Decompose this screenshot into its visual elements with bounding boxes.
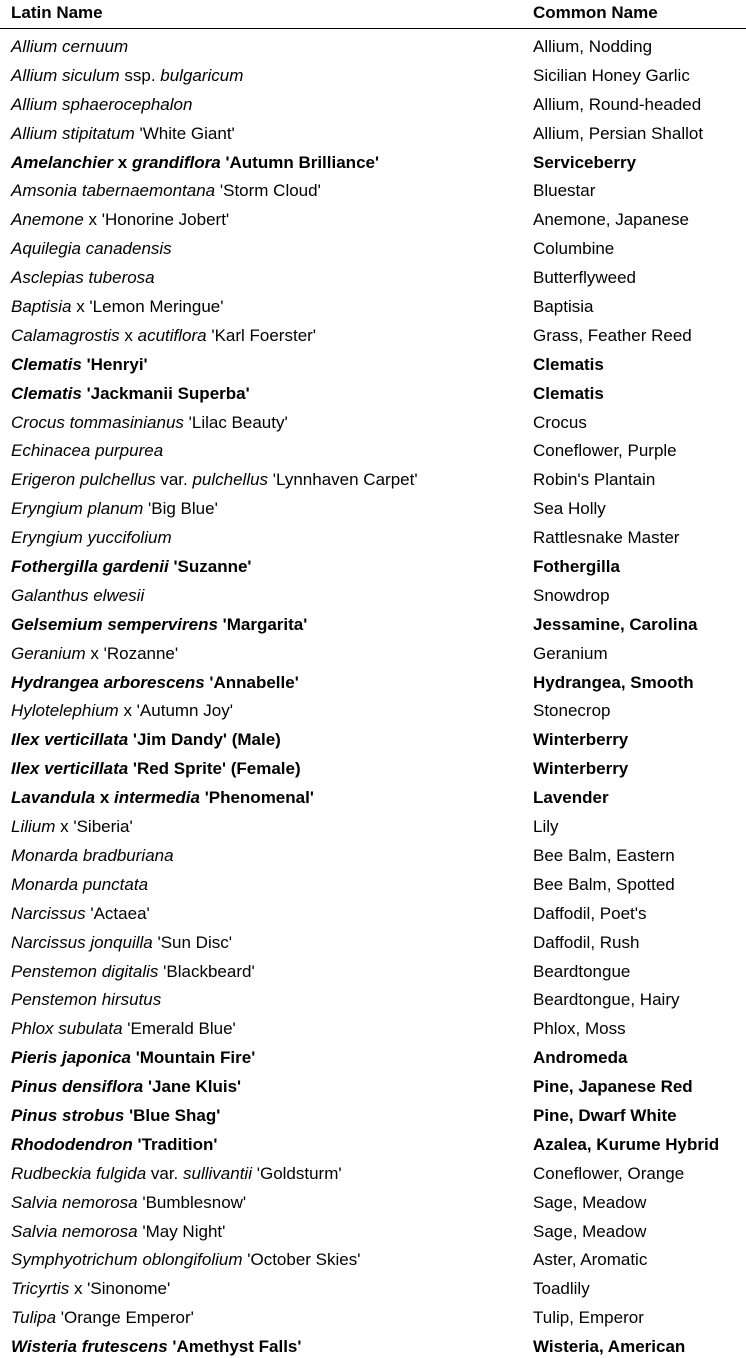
latin-plain-part: 'Amethyst Falls' xyxy=(167,1337,302,1357)
common-name-cell: Snowdrop xyxy=(533,585,610,605)
table-row xyxy=(0,693,746,722)
latin-plain-part: x 'Autumn Joy' xyxy=(118,701,233,721)
latin-name-cell xyxy=(11,153,379,173)
common-name-cell: Daffodil, Rush xyxy=(533,932,640,952)
latin-name-cell xyxy=(11,413,288,433)
table-row xyxy=(0,780,746,809)
common-name-cell: Columbine xyxy=(533,239,615,259)
common-name-cell: Toadlily xyxy=(533,1279,590,1299)
latin-name-cell xyxy=(11,759,301,779)
latin-italic-part: Pieris japonica xyxy=(11,1048,131,1068)
latin-italic-part: Hydrangea arborescens xyxy=(11,672,205,692)
latin-name-cell xyxy=(11,37,128,57)
common-name-cell: Lavender xyxy=(533,788,609,808)
latin-italic-part: Lilium xyxy=(11,817,56,837)
common-name-cell: Stonecrop xyxy=(533,701,611,721)
common-name-cell: Crocus xyxy=(533,412,587,432)
latin-plain-part: 'Blackbeard' xyxy=(158,961,255,981)
common-name-cell: Sage, Meadow xyxy=(533,1192,647,1212)
table-row xyxy=(0,433,746,462)
header-latin-name: Latin Name xyxy=(11,3,103,22)
latin-plain-part: 'Big Blue' xyxy=(143,499,218,519)
latin-name-cell xyxy=(11,1019,236,1039)
common-name-cell: Butterflyweed xyxy=(533,268,636,288)
latin-name-cell xyxy=(11,1250,360,1270)
latin-name-cell xyxy=(11,441,163,461)
latin-italic-part: Symphyotrichum oblongifolium xyxy=(11,1250,243,1270)
table-row xyxy=(0,1214,746,1243)
common-name-cell: Winterberry xyxy=(533,759,629,779)
latin-name-cell xyxy=(11,95,192,115)
table-row xyxy=(0,665,746,694)
table-row xyxy=(0,1069,746,1098)
latin-plain-part: 'Red Sprite' (Female) xyxy=(128,759,301,779)
table-row xyxy=(0,578,746,607)
latin-name-cell xyxy=(11,268,155,288)
latin-name-cell xyxy=(11,1048,255,1068)
common-name-cell: Fothergilla xyxy=(533,557,620,577)
latin-plain-part: 'Phenomenal' xyxy=(199,788,314,808)
table-row xyxy=(0,1011,746,1040)
latin-plain-part: x xyxy=(113,152,132,172)
table-row xyxy=(0,202,746,231)
table-header xyxy=(0,0,746,29)
table-row xyxy=(0,1156,746,1185)
common-name-cell: Coneflower, Purple xyxy=(533,441,677,461)
latin-plain-part: x 'Siberia' xyxy=(55,817,133,837)
table-row xyxy=(0,462,746,491)
latin-name-cell xyxy=(11,846,174,866)
latin-plain-part: 'Jackmanii Superba' xyxy=(81,383,250,403)
table-row xyxy=(0,809,746,838)
table-body xyxy=(0,29,746,1358)
latin-name-cell xyxy=(11,499,218,519)
latin-name-cell xyxy=(11,875,148,895)
latin-name-cell xyxy=(11,297,224,317)
latin-plain-part: x 'Rozanne' xyxy=(85,643,179,663)
latin-italic-part: Salvia nemorosa xyxy=(11,1221,138,1241)
latin-name-cell xyxy=(11,701,233,721)
latin-italic-part: Phlox subulata xyxy=(11,1019,123,1039)
common-name-cell: Winterberry xyxy=(533,730,629,750)
common-name-cell: Tulip, Emperor xyxy=(533,1308,644,1328)
common-name-cell: Bluestar xyxy=(533,181,596,201)
table-row xyxy=(0,87,746,116)
latin-plain-part: 'Blue Shag' xyxy=(124,1105,221,1125)
latin-name-cell xyxy=(11,470,418,490)
latin-italic-part: Monarda punctata xyxy=(11,874,149,894)
latin-italic-part: Echinacea purpurea xyxy=(11,441,164,461)
latin-italic-part: Rhododendron xyxy=(11,1134,133,1154)
latin-italic-part: Allium stipitatum xyxy=(11,123,135,143)
latin-italic-part: Allium siculum xyxy=(11,65,120,85)
table-row xyxy=(0,173,746,202)
latin-name-cell xyxy=(11,586,144,606)
latin-italic-part: Amelanchier xyxy=(11,152,114,172)
common-name-cell: Robin's Plantain xyxy=(533,470,656,490)
latin-italic-part: Tricyrtis xyxy=(11,1279,70,1299)
latin-italic-part: Erigeron pulchellus xyxy=(11,470,156,490)
latin-name-cell xyxy=(11,644,178,664)
common-name-cell: Pine, Dwarf White xyxy=(533,1105,677,1125)
common-name-cell: Bee Balm, Eastern xyxy=(533,845,675,865)
table-row xyxy=(0,607,746,636)
latin-name-cell xyxy=(11,181,321,201)
table-row xyxy=(0,1040,746,1069)
latin-plain-part: 'Jim Dandy' (Male) xyxy=(128,730,281,750)
table-row xyxy=(0,231,746,260)
latin-plain-part: 'Emerald Blue' xyxy=(122,1019,236,1039)
common-name-cell: Coneflower, Orange xyxy=(533,1163,685,1183)
latin-name-cell xyxy=(11,210,229,230)
common-name-cell: Pine, Japanese Red xyxy=(533,1077,693,1097)
latin-italic-part: Aquilegia canadensis xyxy=(11,239,172,259)
latin-plain-part: ssp. xyxy=(119,65,161,85)
latin-plain-part: x xyxy=(119,325,138,345)
latin-italic-part: pulchellus xyxy=(192,470,269,490)
latin-plain-part: 'Sun Disc' xyxy=(152,932,232,952)
latin-plain-part: 'Actaea' xyxy=(85,903,150,923)
latin-name-cell xyxy=(11,904,150,924)
latin-name-cell xyxy=(11,557,251,577)
table-row xyxy=(0,1098,746,1127)
latin-italic-part: Gelsemium sempervirens xyxy=(11,614,218,634)
common-name-cell: Wisteria, American xyxy=(533,1337,686,1357)
latin-italic-part: Eryngium yuccifolium xyxy=(11,528,172,548)
latin-name-cell xyxy=(11,1193,246,1213)
latin-italic-part: Pinus strobus xyxy=(11,1105,125,1125)
common-name-cell: Allium, Persian Shallot xyxy=(533,123,704,143)
latin-plain-part: 'Karl Foerster' xyxy=(206,325,317,345)
latin-name-cell xyxy=(11,673,299,693)
common-name-cell: Jessamine, Carolina xyxy=(533,614,698,634)
latin-italic-part: Asclepias tuberosa xyxy=(11,268,155,288)
latin-plain-part: x xyxy=(95,788,114,808)
latin-italic-part: Narcissus jonquilla xyxy=(11,932,153,952)
latin-italic-part: Eryngium planum xyxy=(11,499,144,519)
table-row xyxy=(0,838,746,867)
table-row xyxy=(0,58,746,87)
table-row xyxy=(0,29,746,58)
table-row xyxy=(0,1271,746,1300)
latin-italic-part: Tulipa xyxy=(11,1308,57,1328)
table-row xyxy=(0,896,746,925)
latin-plain-part: 'October Skies' xyxy=(242,1250,361,1270)
common-name-cell: Bee Balm, Spotted xyxy=(533,874,675,894)
latin-plain-part: 'Jane Kluis' xyxy=(143,1077,242,1097)
latin-italic-part: Pinus densiflora xyxy=(11,1077,144,1097)
table-row xyxy=(0,1127,746,1156)
latin-name-cell xyxy=(11,1337,301,1357)
latin-name-cell xyxy=(11,817,133,837)
table-row xyxy=(0,405,746,434)
common-name-cell: Phlox, Moss xyxy=(533,1019,626,1039)
latin-italic-part: Calamagrostis xyxy=(11,325,120,345)
latin-plain-part: 'Tradition' xyxy=(132,1134,218,1154)
latin-plain-part: 'Annabelle' xyxy=(204,672,299,692)
latin-plain-part: x 'Sinonome' xyxy=(69,1279,171,1299)
table-row xyxy=(0,289,746,318)
latin-italic-part: Monarda bradburiana xyxy=(11,845,174,865)
table-row xyxy=(0,145,746,174)
table-row xyxy=(0,722,746,751)
table-row xyxy=(0,491,746,520)
latin-plain-part: 'Margarita' xyxy=(217,614,308,634)
latin-plain-part: 'Lilac Beauty' xyxy=(183,412,288,432)
latin-name-cell xyxy=(11,730,281,750)
latin-italic-part: Lavandula xyxy=(11,788,96,808)
common-name-cell: Allium, Round-headed xyxy=(533,94,702,114)
latin-plain-part: 'Henryi' xyxy=(81,354,148,374)
latin-italic-part: Galanthus elwesii xyxy=(11,585,145,605)
latin-italic-part: Amsonia tabernaemontana xyxy=(11,181,216,201)
common-name-cell: Sage, Meadow xyxy=(533,1221,647,1241)
latin-italic-part: Penstemon digitalis xyxy=(11,961,159,981)
latin-plain-part: 'Goldsturm' xyxy=(252,1163,342,1183)
latin-italic-part: Rudbeckia fulgida xyxy=(11,1163,147,1183)
latin-name-cell xyxy=(11,615,307,635)
common-name-cell: Daffodil, Poet's xyxy=(533,903,647,923)
latin-italic-part: Anemone xyxy=(11,210,84,230)
latin-italic-part: Allium sphaerocephalon xyxy=(11,94,193,114)
table-row xyxy=(0,116,746,145)
latin-italic-part: Penstemon hirsutus xyxy=(11,990,162,1010)
latin-plain-part: x 'Honorine Jobert' xyxy=(83,210,230,230)
latin-italic-part: Allium cernuum xyxy=(11,37,129,56)
latin-plain-part: 'Orange Emperor' xyxy=(56,1308,194,1328)
common-name-cell: Sea Holly xyxy=(533,499,606,519)
latin-italic-part: Wisteria frutescens xyxy=(11,1337,168,1357)
table-row xyxy=(0,376,746,405)
latin-italic-part: Baptisia xyxy=(11,297,72,317)
latin-name-cell xyxy=(11,1077,241,1097)
common-name-cell: Andromeda xyxy=(533,1048,628,1068)
latin-italic-part: Clematis xyxy=(11,354,82,374)
latin-italic-part: Crocus tommasinianus xyxy=(11,412,184,432)
latin-plain-part: var. xyxy=(155,470,193,490)
latin-italic-part: Ilex verticillata xyxy=(11,730,129,750)
latin-italic-part: Salvia nemorosa xyxy=(11,1192,138,1212)
table-row xyxy=(0,636,746,665)
table-row xyxy=(0,1329,746,1358)
common-name-cell: Beardtongue xyxy=(533,961,631,981)
table-row xyxy=(0,925,746,954)
table-row xyxy=(0,751,746,780)
latin-plain-part: x 'Lemon Meringue' xyxy=(71,297,224,317)
common-name-cell: Azalea, Kurume Hybrid xyxy=(533,1134,720,1154)
common-name-cell: Serviceberry xyxy=(533,152,637,172)
latin-name-cell xyxy=(11,933,232,953)
latin-italic-part: Clematis xyxy=(11,383,82,403)
latin-italic-part: intermedia xyxy=(114,788,200,808)
latin-name-cell xyxy=(11,355,148,375)
common-name-cell: Allium, Nodding xyxy=(533,37,653,56)
common-name-cell: Grass, Feather Reed xyxy=(533,325,692,345)
latin-name-cell xyxy=(11,1308,194,1328)
latin-name-cell xyxy=(11,124,235,144)
table-row xyxy=(0,867,746,896)
latin-italic-part: Geranium xyxy=(11,643,86,663)
table-row xyxy=(0,347,746,376)
latin-plain-part: 'Storm Cloud' xyxy=(215,181,321,201)
latin-italic-part: Ilex verticillata xyxy=(11,759,129,779)
latin-italic-part: acutiflora xyxy=(137,325,207,345)
common-name-cell: Clematis xyxy=(533,354,604,374)
latin-name-cell xyxy=(11,384,250,404)
latin-name-cell xyxy=(11,326,316,346)
latin-plain-part: 'Bumblesnow' xyxy=(137,1192,247,1212)
latin-italic-part: sullivantii xyxy=(183,1163,252,1183)
latin-italic-part: bulgaricum xyxy=(160,65,244,85)
table-row xyxy=(0,982,746,1011)
latin-name-cell xyxy=(11,1135,217,1155)
table-row xyxy=(0,520,746,549)
latin-plain-part: 'White Giant' xyxy=(134,123,235,143)
latin-name-cell xyxy=(11,1222,225,1242)
table-row xyxy=(0,260,746,289)
header-common-name: Common Name xyxy=(533,3,658,22)
latin-plain-part: 'Lynnhaven Carpet' xyxy=(268,470,418,490)
latin-name-cell xyxy=(11,788,314,808)
latin-name-cell xyxy=(11,1164,342,1184)
table-row xyxy=(0,1300,746,1329)
latin-italic-part: Narcissus xyxy=(11,903,86,923)
table-row xyxy=(0,549,746,578)
table-row xyxy=(0,318,746,347)
table-row xyxy=(0,1242,746,1271)
latin-name-cell xyxy=(11,1279,170,1299)
latin-name-cell xyxy=(11,962,255,982)
table-row xyxy=(0,954,746,983)
latin-plain-part: 'May Night' xyxy=(137,1221,226,1241)
latin-name-cell xyxy=(11,66,243,86)
common-name-cell: Beardtongue, Hairy xyxy=(533,990,680,1010)
latin-name-cell xyxy=(11,990,161,1010)
latin-italic-part: Hylotelephium xyxy=(11,701,119,721)
common-name-cell: Anemone, Japanese xyxy=(533,210,689,230)
common-name-cell: Aster, Aromatic xyxy=(533,1250,648,1270)
common-name-cell: Lily xyxy=(533,817,559,837)
table-row xyxy=(0,1185,746,1214)
common-name-cell: Rattlesnake Master xyxy=(533,528,680,548)
latin-plain-part: 'Mountain Fire' xyxy=(131,1048,256,1068)
common-name-cell: Geranium xyxy=(533,643,608,663)
latin-plain-part: 'Autumn Brilliance' xyxy=(220,152,380,172)
latin-plain-part: var. xyxy=(146,1163,184,1183)
common-name-cell: Baptisia xyxy=(533,297,594,317)
latin-italic-part: grandiflora xyxy=(131,152,221,172)
latin-name-cell xyxy=(11,239,172,259)
latin-name-cell xyxy=(11,1106,220,1126)
common-name-cell: Sicilian Honey Garlic xyxy=(533,65,690,85)
common-name-cell: Clematis xyxy=(533,383,604,403)
latin-plain-part: 'Suzanne' xyxy=(168,557,252,577)
common-name-cell: Hydrangea, Smooth xyxy=(533,672,694,692)
latin-italic-part: Fothergilla gardenii xyxy=(11,557,169,577)
latin-name-cell xyxy=(11,528,172,548)
